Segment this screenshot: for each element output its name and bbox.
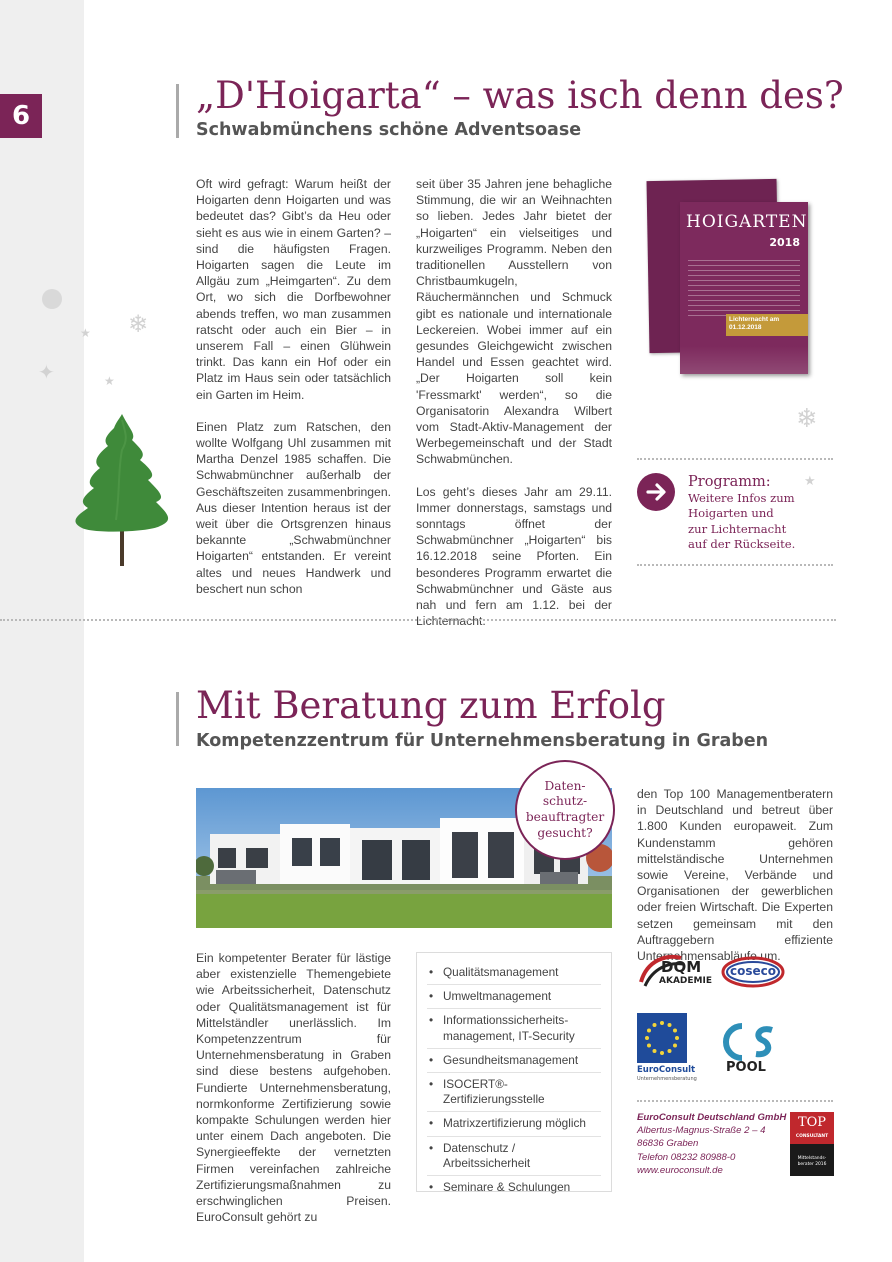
- article2-subtitle: Kompetenzzentrum für Unternehmensberatung in Graben: [196, 731, 769, 751]
- paragraph: Los geht’s dieses Jahr am 29.11. Immer donnerstags, samstags und sonntags öffnet der Schwabmünchner „Hoigarten“ bis 16.12.2018 seine Pforten. Ein besonderes Programm erwartet die Schwabmünchner und Gäste aus nah und fern am 1.12. bei der Lichternacht.: [416, 484, 612, 629]
- article2-title: Mit Beratung zum Erfolg: [196, 684, 666, 727]
- contact-web[interactable]: www.euroconsult.de: [637, 1164, 723, 1176]
- article1-title: „D'Hoigarta“ – was isch denn des?: [196, 74, 844, 117]
- list-item: • Datenschutz / Arbeitssicherheit: [427, 1137, 601, 1176]
- brochure-town-silhouette: [680, 346, 808, 374]
- top-consultant-seal: [790, 1112, 834, 1176]
- arrow-right-icon: [637, 473, 675, 511]
- sparkle-icon: ✦: [38, 360, 55, 384]
- snowflake-icon: ❄: [128, 310, 149, 338]
- brochure-text-lines: [688, 260, 800, 316]
- qs-pool-logo: [720, 1022, 784, 1078]
- dqm-akademie-logo: [637, 952, 712, 992]
- top-consultant-subtext: CONSULTANT: [795, 1134, 829, 1139]
- page-number: 6: [0, 94, 42, 138]
- star-icon: ★: [80, 326, 91, 340]
- star-icon: ★: [804, 474, 816, 489]
- brochure-year: 2018: [769, 236, 800, 249]
- dqm-subtext: AKADEMIE: [659, 976, 712, 986]
- eu-stars-icon: [637, 1013, 687, 1063]
- top-consultant-text: TOP: [790, 1112, 834, 1144]
- brochure-tag: Lichternacht am 01.12.2018: [726, 314, 808, 336]
- euroconsult-subtext: Unternehmensberatung: [637, 1076, 697, 1082]
- brochure-title: HOIGARTEN: [686, 212, 808, 232]
- coseco-logo: [720, 954, 786, 990]
- contact-phone: Telefon 08232 80988-0: [637, 1151, 736, 1163]
- qs-icon: [720, 1022, 784, 1062]
- program-title: Programm:: [688, 474, 771, 490]
- section-divider: [0, 619, 836, 621]
- list-item: • Seminare & Schulungen: [427, 1176, 601, 1199]
- list-item: • ISOCERT®-Zertifizierungsstelle: [427, 1073, 601, 1112]
- article2-left-text: Ein kompetenter Berater für lästige aber existenzielle Themengebiete wie Arbeitssicherheit, Datenschutz oder Qualitätsmanagement ist für Mittelständler unerlässlich. Im Kompetenzzentrum für Unternehmensberatung in Graben sind diese bestens aufgehoben. Fundierte Unternehmensberatung, normkonforme Zertifizierung sowie kompakte Schulungen werden hier unter einem Dach angeboten. Die Synergieeffekte der vernetzten Firmen vereinfachen zahlreiche Zertifizierungsmaßnahmen zu erschwinglichen Preisen. EuroConsult gehört zu: [196, 951, 391, 1225]
- contact-block: [637, 1111, 786, 1177]
- article1-subtitle: Schwabmünchens schöne Adventsoase: [196, 120, 582, 140]
- contact-city: 86836 Graben: [637, 1138, 699, 1150]
- list-item: • Informationssicherheitsmanagement, IT-Security: [427, 1009, 601, 1048]
- title-bar: [176, 692, 179, 746]
- dqm-text: DQM: [661, 958, 702, 976]
- list-item: • Qualitätsmanagement: [427, 961, 601, 985]
- services-list: [416, 952, 612, 1195]
- program-link-button[interactable]: [637, 473, 675, 511]
- paragraph: Oft wird gefragt: Warum heißt der Hoigarten denn Hoigarten und was bedeutet das? Gibt’s da Heu oder sieht es aus wie in einem Garten? – sind die häufigsten Fragen. Hoigarten sagen die Leute im Allgäu zum „Heimgarten“. Zu dem Ort, wo sich die Dorfbewohner abends treffen, wo man zusammen ratscht oder auch ein Bier – in unserem Fall – einen Glühwein trinkt. Das kann ein Hof oder ein Platz im Haus sein oder tatsächlich ein Garten im Heim.: [196, 177, 391, 402]
- list-item: • Matrixzertifizierung möglich: [427, 1112, 601, 1136]
- qs-pool-text: POOL: [726, 1060, 766, 1075]
- star-icon: ★: [104, 374, 115, 388]
- page-sidebar: [0, 0, 84, 1262]
- list-item: • Gesundheitsmanagement: [427, 1049, 601, 1073]
- program-text: Weitere Infos zum Hoigarten und zur Lichternacht auf der Rückseite.: [688, 491, 796, 551]
- data-protection-badge: Daten- schutz- beauftragter gesucht?: [515, 760, 615, 860]
- divider: [637, 458, 833, 460]
- coseco-text: coseco: [730, 964, 776, 978]
- divider: [637, 1100, 833, 1102]
- euroconsult-logo: [637, 1013, 695, 1083]
- title-bar: [176, 84, 179, 138]
- article1-column-2: [416, 176, 612, 629]
- euroconsult-text: EuroConsult: [637, 1065, 696, 1075]
- christmas-tree-icon: [70, 410, 174, 570]
- snowflake-icon: ❄: [796, 404, 818, 434]
- divider: [637, 564, 833, 566]
- list-item: • Umweltmanagement: [427, 985, 601, 1009]
- paragraph: Einen Platz zum Ratschen, den wollte Wolfgang Uhl zusammen mit Martha Denzel 1985 schaffen. Die Schwabmünchner außerhalb der Geschäftszeiten zusammenbringen. Aus dieser Intention heraus ist der weit über die Ortsgrenzen hinaus bekannte „Schwabmünchner Hoigarten“ entstanden. Er vereint altes und neues Handwerk und beschert nun schon: [196, 419, 391, 596]
- paragraph: seit über 35 Jahren jene behagliche Stimmung, die wir an Weihnachten so lieben. Jedes Jahr bietet der „Hoigarten“ ein vielseitiges und kurzweiliges Programm. Neben den traditionellen Ausstellern von Christbaumkugeln, Räuchermännchen und Schmuck gibt es nationale und internationale Leckereien. Wobei immer auf ein gesundes Gleichgewicht zwischen Handel und Essen geachtet wird. „Der Hoigarten soll kein 'Fressmarkt' werden“, so die Organisatorin Alexandra Wilbert vom Stadt-Aktiv-Management der Werbegemeinschaft und der Stadt Schwabmünchen.: [416, 177, 612, 467]
- brochure-image: [680, 202, 808, 374]
- contact-company: EuroConsult Deutschland GmbH: [637, 1112, 787, 1123]
- top-consultant-year: Mittelstands-berater 2016: [797, 1156, 827, 1167]
- article1-column-1: [196, 176, 391, 597]
- eu-flag-icon: [637, 1013, 687, 1063]
- contact-street: Albertus-Magnus-Straße 2 – 4: [637, 1125, 766, 1137]
- decor-dot: [42, 289, 62, 309]
- article2-right-text: den Top 100 Managementberatern in Deutschland und betreut über 1.800 Kunden europaweit. Zum Kundenstamm gehören mittelständische Unternehmen sowie Vereine, Verbände und Organisationen der gewerblichen oder freien Wirtschaft. Die Experten setzen gemeinsam mit den Auftraggebern effiziente Unternehmensabläufe um.: [637, 787, 833, 964]
